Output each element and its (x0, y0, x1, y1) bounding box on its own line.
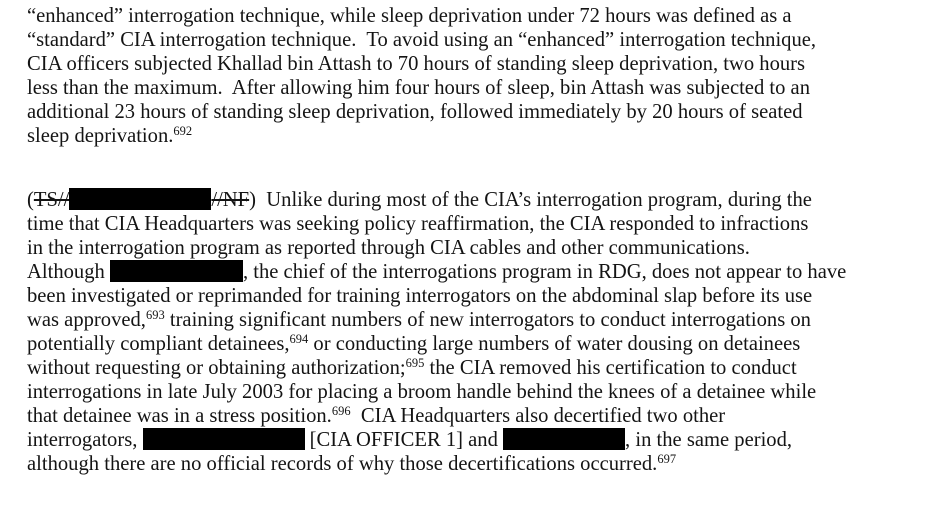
p2-line-4-a: Although (27, 261, 110, 283)
p2-line-3: in the interrogation program as reported through CIA cables and other communications. (27, 237, 750, 259)
p2-line-7-b: or conducting large numbers of water dousing on detainees (308, 333, 801, 355)
footnote-695: 695 (405, 356, 425, 370)
footnote-696: 696 (331, 404, 351, 418)
classification-open: ( (27, 189, 34, 211)
p1-line-6 (27, 124, 192, 148)
redaction-block (110, 260, 243, 282)
footnote-693: 693 (145, 308, 165, 322)
footnote-694: 694 (289, 332, 309, 346)
p2-line-4-b: , the chief of the interrogations program in RDG, does not appear to have (242, 261, 847, 283)
p1-line-4: less than the maximum. After allowing him four hours of sleep, bin Attash was subjected to an (27, 77, 810, 99)
p2-line-6 (27, 308, 811, 332)
p1-line-3: CIA officers subjected Khallad bin Attash to 70 hours of standing sleep deprivation, two hours (27, 53, 806, 75)
classification-ts: TS// (33, 189, 70, 211)
p2-line-10 (27, 404, 725, 428)
p2-line-6-b: training significant numbers of new interrogators to conduct interrogations on (164, 309, 811, 331)
classification-close: ) (249, 189, 256, 211)
p2-line-1 (27, 188, 812, 212)
p1-line-2: “standard” CIA interrogation technique. To avoid using an “enhanced” interrogation technique, (27, 29, 817, 51)
p2-line-7-a: potentially compliant detainees, (27, 333, 290, 355)
p2-line-12 (27, 452, 676, 476)
p2-line-8-a: without requesting or obtaining authorization; (27, 357, 406, 379)
p2-line-11 (27, 428, 792, 452)
p2-line-7 (27, 332, 800, 356)
redaction-block (69, 188, 211, 210)
p2-line-8 (27, 356, 797, 380)
footnote-692: 692 (173, 124, 193, 138)
p2-line-12-a: although there are no official records of why those decertifications occurred. (27, 453, 658, 475)
p2-line-11-a: interrogators, (27, 429, 143, 451)
p1-last-text: sleep deprivation. (27, 125, 174, 147)
p2-line-8-b: the CIA removed his certification to conduct (424, 357, 797, 379)
classification-nf: //NF (211, 189, 250, 211)
redaction-block (503, 428, 625, 450)
p2-line-1-text: Unlike during most of the CIA’s interrogation program, during the (255, 189, 812, 211)
p2-line-6-a: was approved, (27, 309, 146, 331)
p2-line-2: time that CIA Headquarters was seeking policy reaffirmation, the CIA responded to infractions (27, 213, 809, 235)
p2-line-4 (27, 260, 846, 284)
p1-line-1: “enhanced” interrogation technique, while sleep deprivation under 72 hours was defined as a (27, 5, 792, 27)
footnote-697: 697 (657, 452, 677, 466)
p2-line-10-b: CIA Headquarters also decertified two other (350, 405, 726, 427)
p2-line-9: interrogations in late July 2003 for placing a broom handle behind the knees of a detainee while (27, 381, 817, 403)
p2-line-11-c: , in the same period, (625, 429, 793, 451)
p1-line-5: additional 23 hours of standing sleep deprivation, followed immediately by 20 hours of seated (27, 101, 803, 123)
p2-line-5: been investigated or reprimanded for training interrogators on the abdominal slap before its use (27, 285, 813, 307)
redaction-block (143, 428, 305, 450)
p2-line-11-b: [CIA OFFICER 1] and (304, 429, 504, 451)
p2-line-10-a: that detainee was in a stress position. (27, 405, 332, 427)
